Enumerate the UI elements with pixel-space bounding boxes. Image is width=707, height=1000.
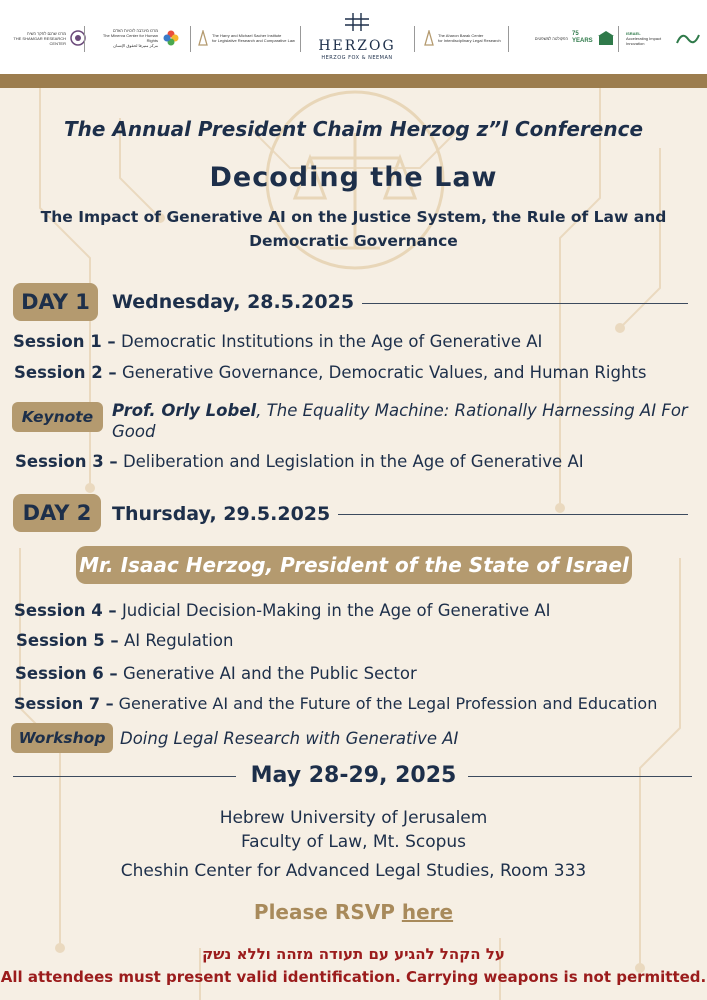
- keynote-text: [112, 400, 697, 442]
- keynote-badge: Keynote: [12, 402, 103, 432]
- logo-shamgar-center: [6, 18, 86, 58]
- dates-rule-right: [468, 776, 692, 777]
- logo-herzog: [312, 12, 402, 62]
- logo-text: THE SHAMGAR RESEARCH CENTER: [13, 35, 66, 46]
- logo-accelerating-impact: [626, 18, 700, 58]
- session-6: [15, 664, 417, 683]
- session-title: AI Regulation: [123, 631, 234, 650]
- rainbow-flower-icon: [162, 29, 180, 47]
- session-label: Session 1 –: [13, 332, 116, 351]
- security-notice-english: All attendees must present valid identification. Carrying weapons is not permitted.: [0, 968, 707, 986]
- session-3: [15, 452, 584, 471]
- rsvp-link[interactable]: here: [401, 900, 454, 924]
- herzog-logo-sub: HERZOG FOX & NEEMAN: [321, 55, 393, 61]
- header-gold-bar: [0, 74, 707, 88]
- logo-aharon-barak-center: [424, 18, 508, 58]
- keynote-title: , The Equality Machine: Rationally Harnessing AI For Good: [112, 401, 688, 441]
- session-label: Session 7 –: [14, 694, 114, 713]
- logo-minerva-center: [92, 18, 180, 58]
- logo-text: מרכז מינרבה לזכויות האדם: [113, 28, 158, 33]
- day1-rule: [362, 303, 688, 304]
- day2-date: Thursday, 29.5.2025: [112, 503, 331, 525]
- partner-logos-header: [0, 0, 707, 74]
- logo-text: מרכז שרגם לחקר השיח: [27, 30, 66, 36]
- logo-text: הפקולטה למשפטים: [534, 35, 568, 41]
- session-label: Session 4 –: [14, 601, 117, 620]
- logo-text: 75 YEARS: [572, 31, 593, 44]
- rsvp: [0, 900, 707, 924]
- keynote-speaker: Prof. Orly Lobel: [112, 401, 257, 420]
- day2-badge: DAY 2: [13, 494, 101, 532]
- workshop-badge: Workshop: [11, 723, 113, 753]
- session-5: [16, 631, 233, 650]
- figure-icon: [198, 30, 208, 46]
- session-label: Session 5 –: [16, 631, 119, 650]
- session-label: Session 6 –: [15, 664, 118, 683]
- session-label: Session 3 –: [15, 452, 118, 471]
- session-title: Generative AI and the Public Sector: [122, 664, 417, 683]
- conference-dates: May 28-29, 2025: [250, 763, 457, 788]
- session-label: Session 2 –: [14, 363, 117, 382]
- session-title: Deliberation and Legislation in the Age of Generative AI: [122, 452, 584, 471]
- security-notice-hebrew: על הקהל להגיע עם תעודה מזהה וללא נשק: [202, 945, 505, 963]
- logo-text: for Interdisciplinary Legal Research: [438, 38, 501, 43]
- conference-title: The Annual President Chaim Herzog z”l Conference: [63, 117, 644, 141]
- main-title: Decoding the Law: [209, 162, 498, 193]
- president-banner: Mr. Isaac Herzog, President of the State of Israel: [76, 546, 632, 584]
- logo-text: Accelerating Impact Innovation: [626, 35, 662, 46]
- venue-line: Faculty of Law, Mt. Scopus: [240, 832, 467, 852]
- session-1: [13, 332, 542, 351]
- rsvp-prefix: Please RSVP: [253, 900, 402, 924]
- logo-text: ISRAEL: [626, 30, 641, 36]
- wave-icon: [676, 29, 700, 47]
- day1-date: Wednesday, 28.5.2025: [112, 291, 355, 313]
- session-title: Generative AI and the Future of the Legal Profession and Education: [118, 694, 658, 713]
- session-7: [14, 694, 657, 713]
- session-title: Generative Governance, Democratic Values, and Human Rights: [121, 363, 647, 382]
- logo-text: for Legislative Research and Comparative Law: [212, 38, 295, 43]
- session-4: [14, 601, 551, 620]
- session-2: [14, 363, 646, 382]
- logo-text: The Minerva Center for Human Rights: [102, 33, 158, 43]
- day1-badge: DAY 1: [13, 283, 98, 321]
- logo-text: The Aharon Barak Center: [438, 33, 484, 38]
- logo-sacher-institute: [198, 18, 304, 58]
- herzog-grid-icon: [344, 12, 370, 32]
- session-title: Judicial Decision-Making in the Age of Generative AI: [121, 601, 551, 620]
- logo-text: مركز منيرفا لحقوق الإنسان: [113, 43, 158, 48]
- herzog-logo-name: HERZOG: [318, 38, 396, 54]
- figure-icon: [424, 30, 434, 46]
- venue-line: Cheshin Center for Advanced Legal Studies, Room 333: [120, 861, 587, 881]
- building-icon: [598, 30, 614, 46]
- venue-line: Hebrew University of Jerusalem: [219, 808, 488, 828]
- logo-faculty-of-law: [516, 18, 614, 58]
- logo-text: The Harry and Michael Sacher Institute: [212, 33, 282, 38]
- workshop-title: Doing Legal Research with Generative AI: [120, 729, 459, 748]
- session-title: Democratic Institutions in the Age of Generative AI: [120, 332, 543, 351]
- subtitle: The Impact of Generative AI on the Justice System, the Rule of Law and Democratic Governance: [40, 208, 667, 250]
- day2-rule: [338, 514, 688, 515]
